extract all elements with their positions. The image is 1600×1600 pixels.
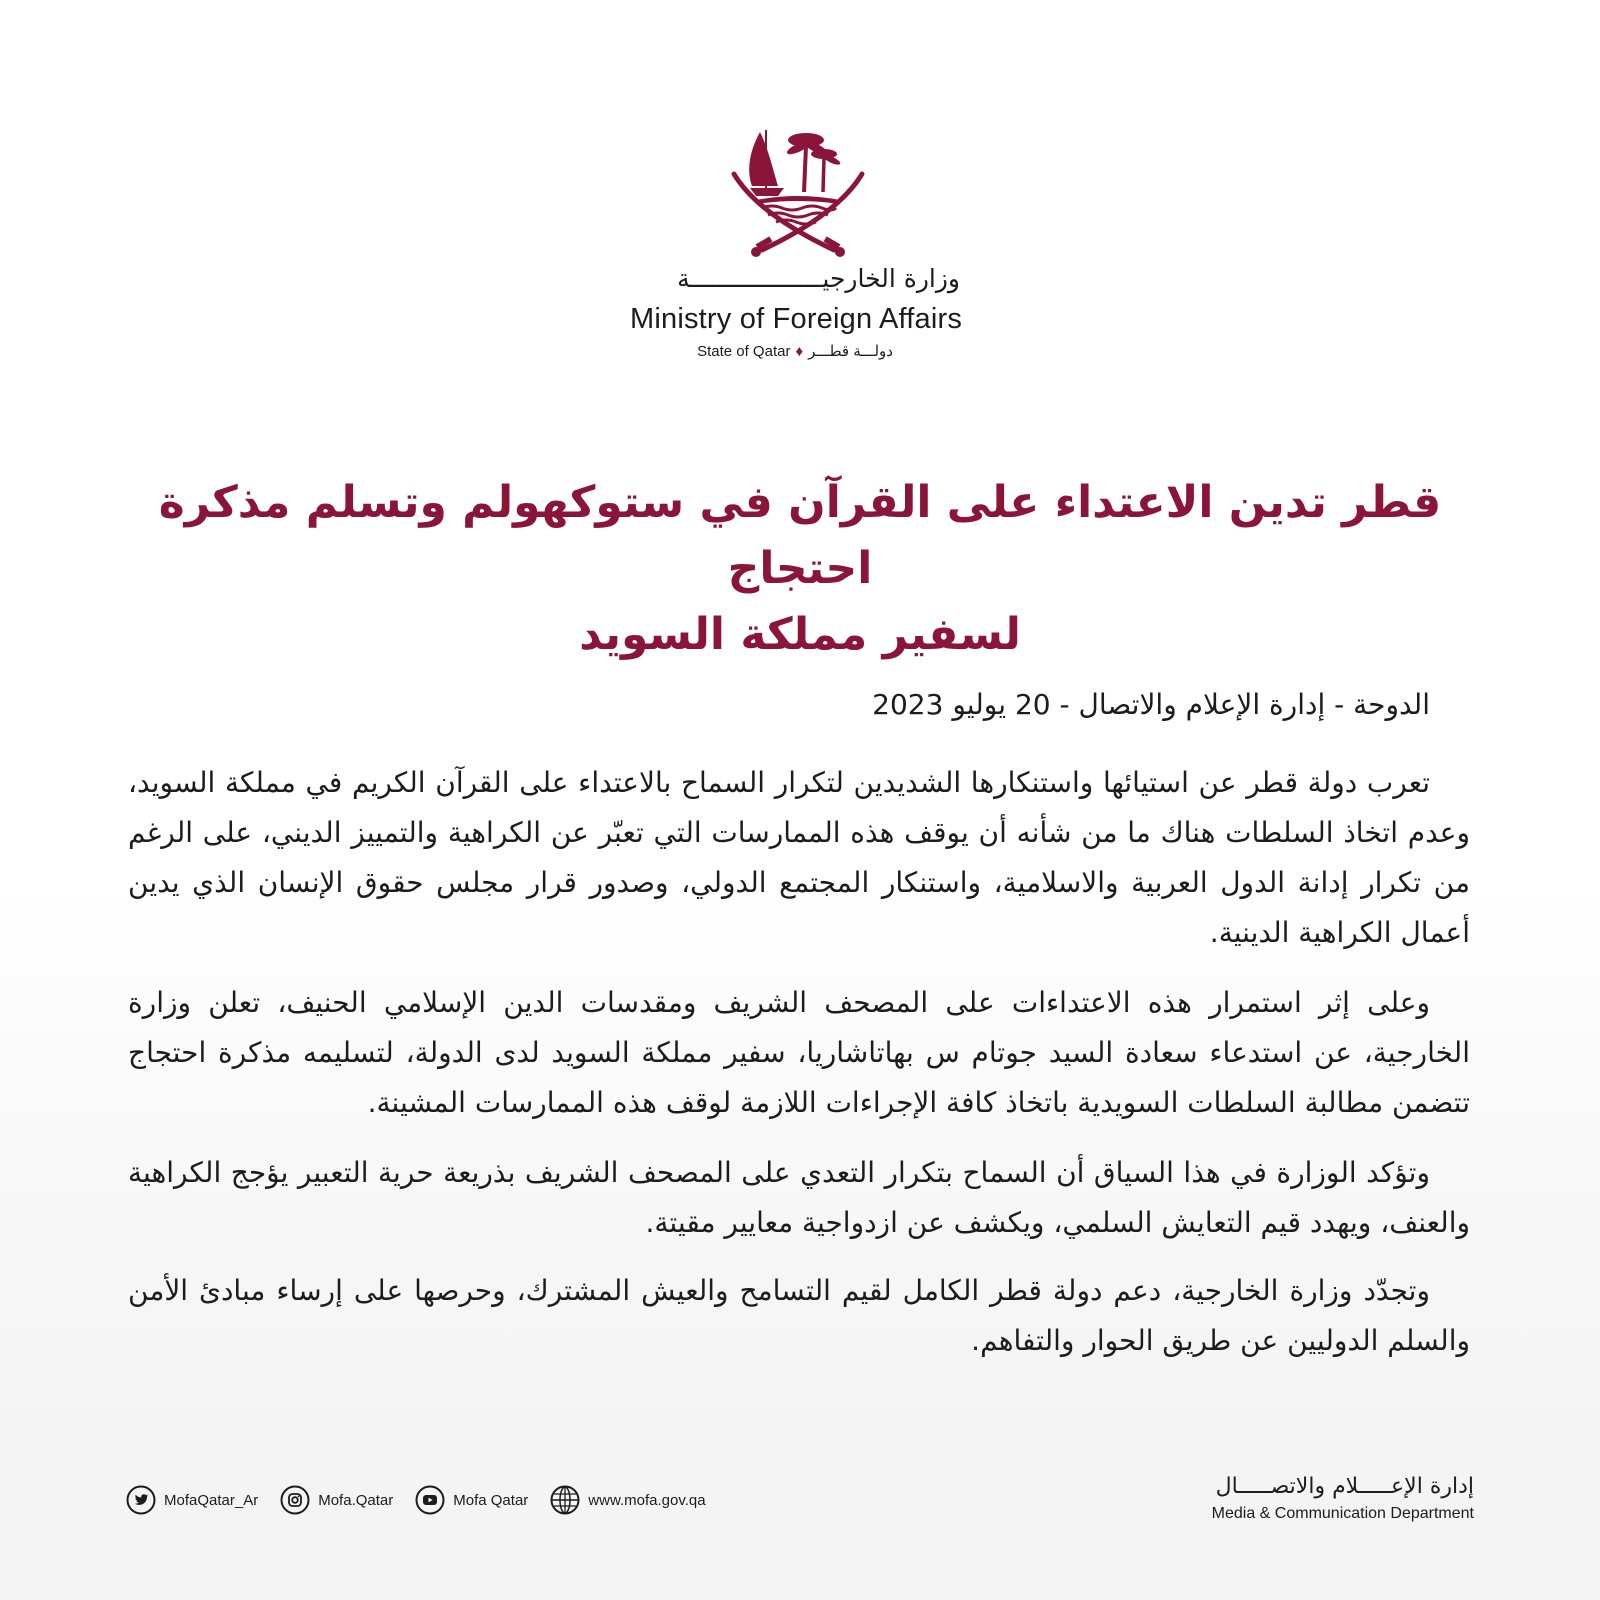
social-link-youtube[interactable]: [415, 1485, 528, 1515]
social-link-twitter[interactable]: [126, 1485, 258, 1515]
state-line: [630, 342, 960, 360]
youtube-icon: [415, 1485, 445, 1515]
department-signature: [1212, 1472, 1474, 1526]
department-name-english: Media & Communication Department: [1211, 1505, 1474, 1522]
social-links: [126, 1485, 706, 1515]
paragraph-4: وتجدّد وزارة الخارجية، دعم دولة قطر الكامل لقيم التسامح والعيش المشترك، وحرصها على إرساء مبادئ الأمن والسلم الدوليين عن طريق الحوار والتفاهم.: [128, 1274, 1470, 1357]
twitter-icon: [126, 1485, 156, 1515]
website-url: www.mofa.gov.qa: [588, 1491, 706, 1509]
diamond-separator-icon: ♦: [795, 343, 804, 360]
social-link-instagram[interactable]: [280, 1485, 393, 1515]
title-line-2: لسفير مملكة السويد: [579, 609, 1021, 660]
state-name-arabic: دولـــة قطـــر: [808, 343, 893, 360]
qatar-emblem-icon: [728, 122, 868, 262]
dateline: الدوحة - إدارة الإعلام والاتصال - 20 يوليو 2023: [872, 688, 1430, 721]
ministry-name-arabic: وزارة الخارجيــــــــــــــــــة: [677, 264, 960, 293]
press-release-title: [110, 470, 1490, 668]
paragraph-3: وتؤكد الوزارة في هذا السياق أن السماح بتكرار التعدي على المصحف الشريف بذريعة حرية التعبير يؤجج الكراهية والعنف، ويهدد قيم التعايش السلمي، ويكشف عن ازدواجية معايير مقيتة.: [128, 1156, 1470, 1239]
title-line-1: قطر تدين الاعتداء على القرآن في ستوكهولم وتسلم مذكرة احتجاج: [158, 477, 1442, 594]
instagram-icon: [280, 1485, 310, 1515]
twitter-handle: MofaQatar_Ar: [164, 1491, 259, 1509]
paragraph-1: تعرب دولة قطر عن استيائها واستنكارها الشديدين لتكرار السماح بالاعتداء على القرآن الكريم في مملكة السويد، وعدم اتخاذ السلطات هناك ما من شأنه أن يوقف هذه الممارسات التي تعبّر عن الكراهية والتمييز الديني، على الرغم من تكرار إدانة الدول العربية والاسلامية، واستنكار المجتمع الدولي، وصدور قرار مجلس حقوق الإنسان الذي يدين أعمال الكراهية الدينية.: [128, 766, 1470, 949]
instagram-handle: Mofa.Qatar: [318, 1491, 394, 1509]
state-name-english: State of Qatar: [697, 343, 791, 360]
social-link-website[interactable]: [550, 1485, 705, 1515]
department-name-arabic: إدارة الإعـــــلام والاتصـــــال: [1215, 1474, 1474, 1499]
globe-icon: [550, 1485, 580, 1515]
paragraph-2: وعلى إثر استمرار هذه الاعتداءات على المصحف الشريف ومقدسات الدين الإسلامي الحنيف، تعلن وزارة الخارجية، عن استدعاء سعادة السيد جوتام س بهاتاشاريا، سفير مملكة السويد لدى الدولة، لتسليمه مذكرة احتجاج تتضمن مطالبة السلطات السويدية باتخاذ كافة الإجراءات اللازمة لوقف هذه الممارسات المشينة.: [128, 986, 1470, 1119]
ministry-name-english: Ministry of Foreign Affairs: [630, 303, 963, 335]
youtube-handle: Mofa Qatar: [453, 1491, 529, 1509]
